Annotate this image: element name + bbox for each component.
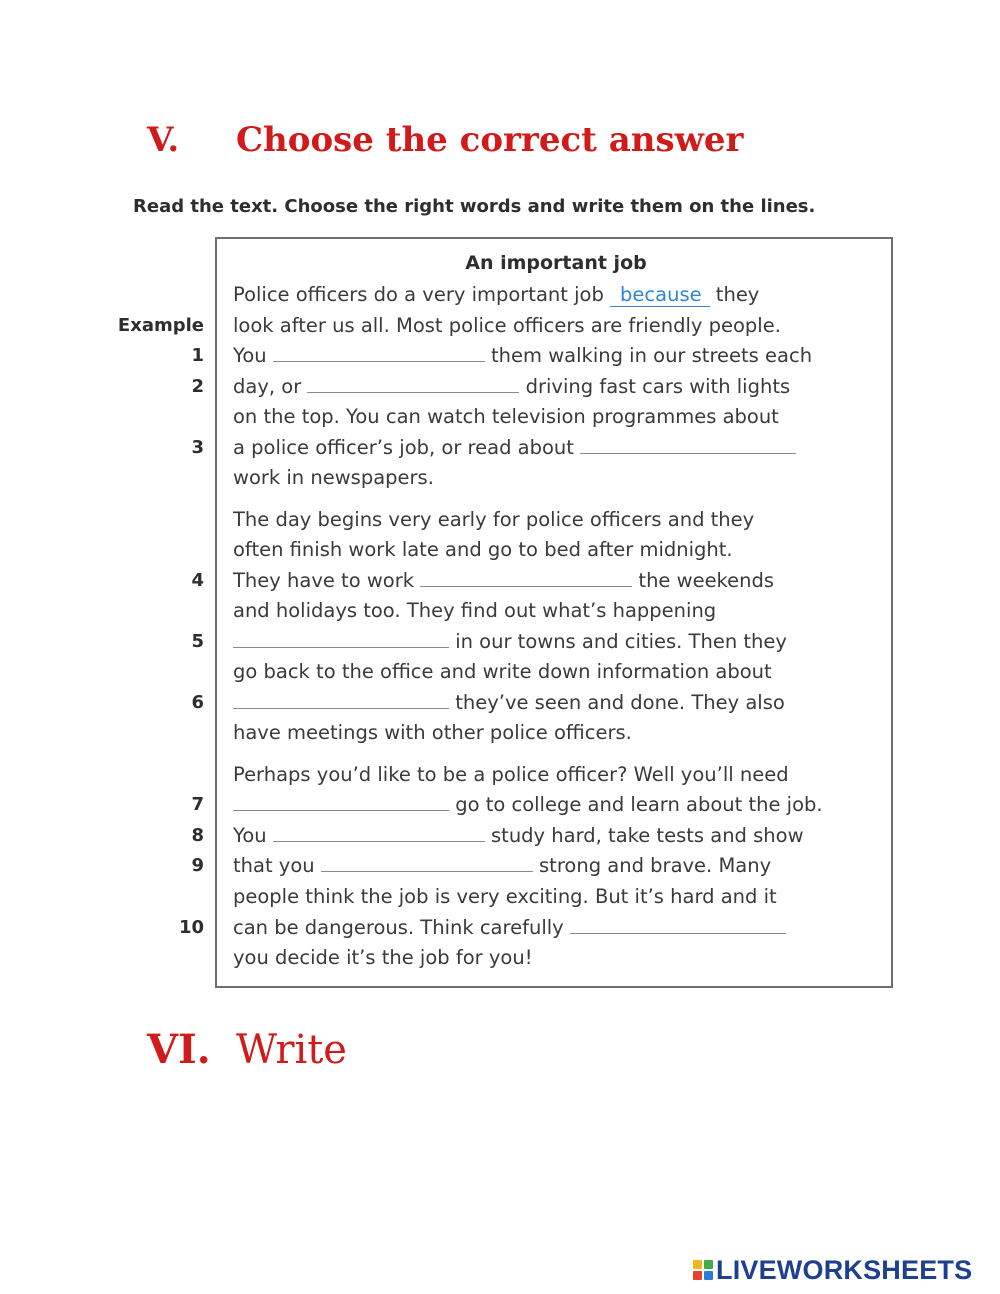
line-text: study hard, take tests and show [484,824,804,847]
passage-title: An important job [465,252,647,274]
line-text: they [709,283,760,306]
line-text: Police officers do a very important job [233,283,611,306]
answer-blank-5[interactable] [233,631,449,648]
passage-line [233,854,771,878]
answer-blank-4[interactable] [420,570,632,587]
liveworksheets-logo [693,1254,972,1286]
answer-blank-1[interactable] [273,345,485,362]
passage-line [233,569,774,593]
line-text: they’ve seen and done. They also [449,691,785,714]
line-text: in our towns and cities. Then they [449,630,787,653]
question-number-1: 1 [191,345,204,366]
passage-line [233,793,823,817]
passage-line: you decide it’s the job for you! [233,946,533,969]
question-number-2: 2 [191,376,204,397]
answer-blank-6[interactable] [233,692,449,709]
passage-line: work in newspapers. [233,466,434,489]
passage-line: go back to the office and write down information about [233,660,772,683]
question-number-3: 3 [191,437,204,458]
answer-blank-10[interactable] [570,917,786,934]
passage-line: have meetings with other police officers. [233,721,632,744]
passage-line [233,436,796,460]
line-text: go to college and learn about the job. [449,793,823,816]
line-text: You [233,344,273,367]
passage-line: and holidays too. They find out what’s happening [233,599,717,622]
line-text: They have to work [233,569,421,592]
line-text: driving fast cars with lights [519,375,791,398]
passage-line: look after us all. Most police officers are friendly people. [233,314,781,337]
line-text: strong and brave. Many [532,854,772,877]
passage-line [233,283,759,307]
question-number-10: 10 [178,917,204,938]
passage-line: often finish work late and go to bed after midnight. [233,538,733,561]
passage-line: on the top. You can watch television programmes about [233,405,779,428]
passage-line [233,824,804,848]
passage-line: The day begins very early for police officers and they [233,508,755,531]
line-text: them walking in our streets each [484,344,813,367]
line-text: a police officer’s job, or read about [233,436,581,459]
passage-line: Perhaps you’d like to be a police officer? Well you’ll need [233,763,789,786]
answer-blank-9[interactable] [321,855,533,872]
answer-blank-7[interactable] [233,794,449,811]
instruction: Read the text. Choose the right words and write them on the lines. [133,196,816,217]
section-number: VI. [147,1026,211,1073]
line-text: You [233,824,273,847]
answer-blank-2[interactable] [307,376,519,393]
question-number-4: 4 [191,570,204,591]
question-number-6: 6 [191,692,204,713]
section-heading-6 [147,1026,347,1073]
answer-blank-8[interactable] [273,825,485,842]
passage-line [233,344,812,368]
line-text: the weekends [632,569,775,592]
answer-blank-3[interactable] [580,437,796,454]
example-label: Example [117,315,204,336]
question-number-5: 5 [191,631,204,652]
passage-line [233,691,785,715]
passage-line: people think the job is very exciting. But it’s hard and it [233,885,777,908]
logo-text: LIVEWORKSHEETS [716,1254,973,1285]
line-text: that you [233,854,321,877]
passage-line [233,375,790,399]
example-answer: because [610,283,710,307]
question-number-7: 7 [191,794,204,815]
section-title: Write [236,1027,347,1073]
passage-line [233,916,786,940]
logo-mark-icon [693,1260,713,1280]
passage-line [233,630,787,654]
section-title: Choose the correct answer [236,120,744,160]
question-number-8: 8 [191,825,204,846]
line-text: can be dangerous. Think carefully [233,916,570,939]
question-number-9: 9 [191,855,204,876]
line-text: day, or [233,375,308,398]
section-number: V. [147,120,180,160]
section-heading-5 [147,120,743,160]
